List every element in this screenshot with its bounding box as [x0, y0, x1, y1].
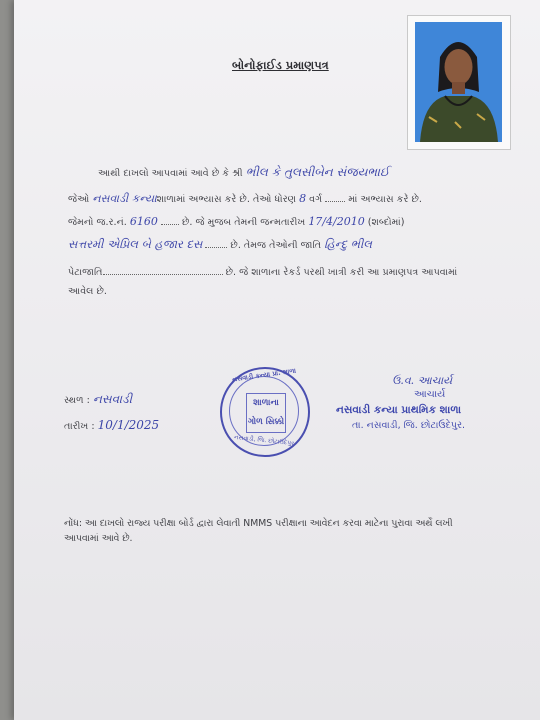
gr-dob-text-line [68, 213, 405, 228]
principal-role: આચાર્ય [414, 389, 446, 400]
note-line2: આપવામાં આવે છે. [64, 533, 133, 544]
subcaste-text-line [68, 263, 457, 278]
dob-words-text-line [68, 236, 372, 252]
gr-prefix: જેમનો જ.ર.નં. [68, 217, 127, 228]
school-mid: શાળામાં અભ્યાસ કરે છે. તેઓ ધોરણ [156, 194, 297, 205]
school-text-line [68, 190, 422, 206]
school-suffix: માં અભ્યાસ કરે છે. [348, 194, 422, 205]
place-row [64, 392, 132, 407]
date-label: તારીખ : [64, 421, 95, 432]
caste-handwritten: હિન્દુ ભીલ [324, 237, 372, 251]
date-row [64, 418, 159, 432]
school-prefix: જેઓ [68, 194, 90, 205]
certificate-title: બોનોફાઈડ પ્રમાણપત્ર [232, 58, 329, 72]
school-stamp-line2: તા. નસવાડી, જિ. છોટાઉદેપુર. [352, 420, 465, 431]
dob-suffix: (શબ્દોમાં) [367, 217, 405, 228]
closing-text: આવેલ છે. [68, 286, 107, 297]
seal-center-box [246, 393, 286, 433]
student-photo [407, 15, 511, 150]
dob-words-handwritten: સત્તરમી એપ્રિલ બે હજાર દસ [68, 237, 203, 251]
subcaste-prefix: પેટાજાતિ [68, 267, 103, 278]
caste-mid: છે. તેમજ તેઓની જાતિ [230, 240, 322, 251]
intro-prefix: આથી દાખલો આપવામાં આવે છે કે શ્રી [98, 168, 243, 179]
date-handwritten: 10/1/2025 [97, 418, 160, 432]
school-round-seal [220, 367, 310, 457]
place-handwritten: નસવાડી [92, 392, 133, 406]
seal-center-top: શાળાના [253, 398, 279, 408]
gr-blank [161, 213, 179, 225]
dob-words-blank [205, 236, 227, 248]
class-label: વર્ગ [309, 194, 323, 205]
class-blank [325, 190, 345, 202]
student-name-handwritten: ભીલ કે તુલસીબેન સંજયભાઈ [245, 165, 390, 179]
seal-top-text: નસવાડી કન્યા પ્રા. શાળા [231, 366, 297, 384]
subcaste-blank [103, 263, 223, 275]
subcaste-suffix: છે. જે શાળાના રેકર્ડ પરથી ખાત્રી કરી આ પ્રમાણપત્ર આપવામાં [225, 267, 458, 278]
school-name-handwritten: નસવાડી કન્યા [92, 192, 157, 205]
standard-handwritten: 8 [299, 192, 307, 205]
certificate-page [14, 0, 540, 720]
student-portrait-image [415, 22, 502, 142]
school-stamp-line1: નસવાડી કન્યા પ્રાથમિક શાળા [336, 404, 462, 416]
gr-number-handwritten: 6160 [129, 215, 158, 228]
place-label: સ્થળ : [64, 395, 90, 406]
dob-mid: છે. જે મુજબ તેમની જન્મતારીખ [181, 217, 306, 228]
seal-bottom-text: નસવાડી, જિ. છોટાઉદેપુર [233, 433, 295, 448]
dob-handwritten: 17/4/2010 [308, 215, 365, 228]
signature-handwritten: ઉ.વ. આચાર્ય [392, 374, 453, 387]
note-line1: નોંધ: આ દાખલો રાજ્ય પરીક્ષા બોર્ડ દ્વારા લેવાતી NMMS પરીક્ષાના આવેદન કરવા માટેના પુરાવા અર્થે લખી [64, 518, 453, 529]
intro-text-line [98, 165, 389, 180]
seal-center-bottom: ગોળ સિક્કો [247, 417, 285, 427]
